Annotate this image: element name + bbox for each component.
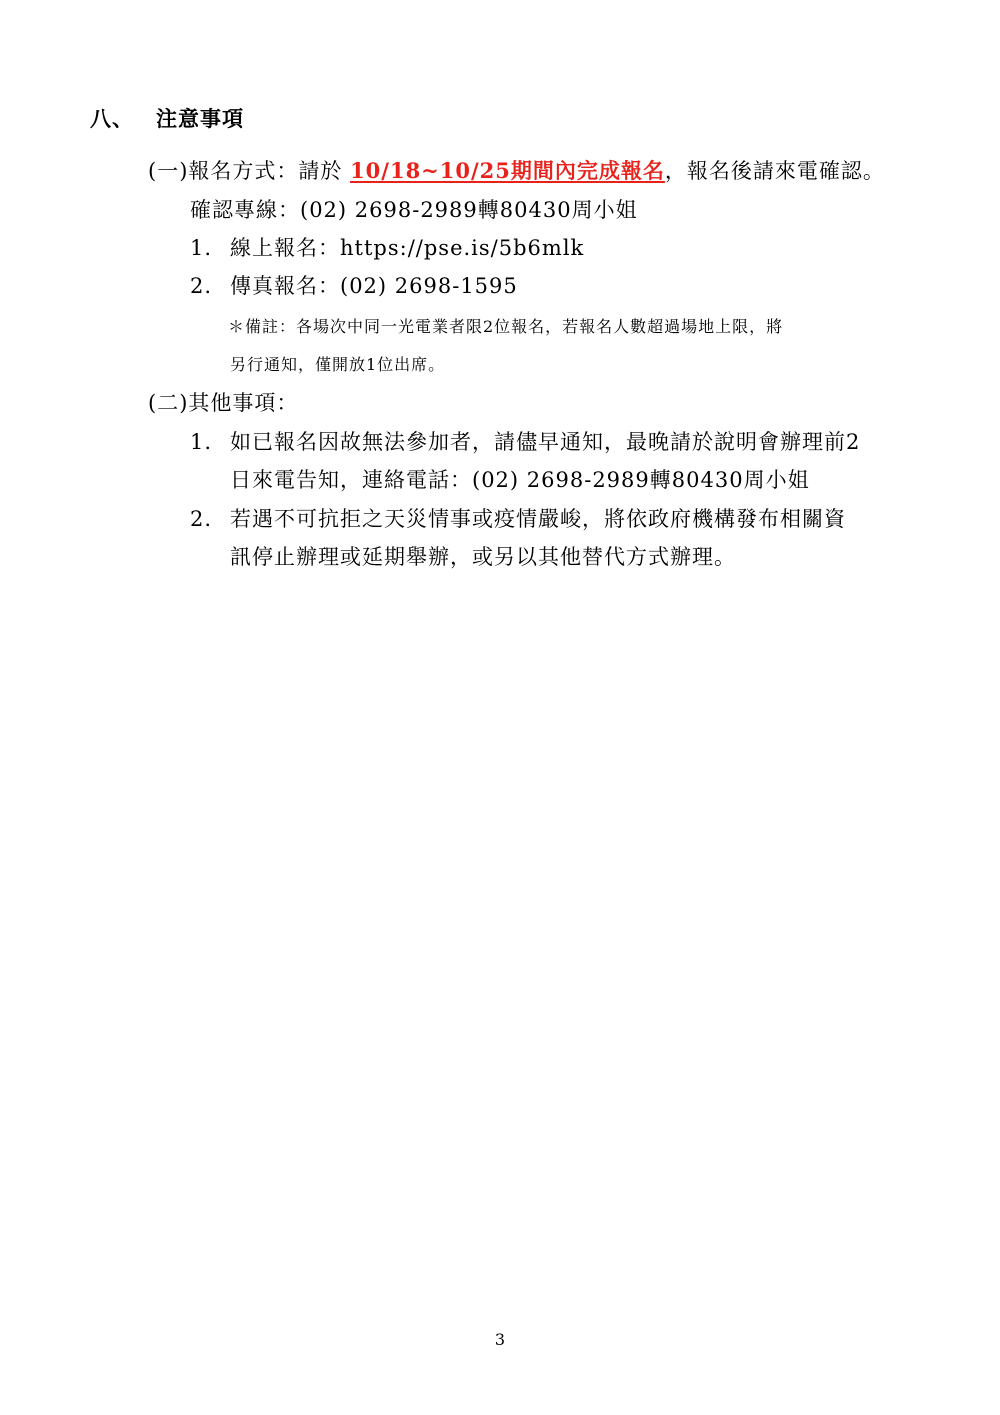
fax-registration-text: 傳真報名：(02) 2698-1595 — [230, 274, 518, 298]
other-item-2-line-2: 訊停止辦理或延期舉辦，或另以其他替代方式辦理。 — [230, 545, 736, 569]
section-heading-number: 八、 — [90, 106, 134, 131]
other-matters-label: (二)其他事項： — [148, 391, 299, 415]
other-item-1-text-1: 如已報名因故無法參加者，請儘早通知，最晚請於說明會辦理前2 — [230, 430, 861, 454]
registration-method-label: (一)報名方式：請於 — [148, 159, 351, 183]
section-heading-title: 注意事項 — [156, 106, 244, 131]
other-item-2-line-1 — [190, 504, 846, 534]
item-number: 2. — [190, 507, 213, 531]
note-line-1: ＊備註：各場次中同一光電業者限2位報名，若報名人數超過場地上限，將 — [228, 317, 784, 336]
section-heading — [90, 104, 244, 134]
other-item-1-line-2: 日來電告知，連絡電話：(02) 2698-2989轉80430周小姐 — [230, 468, 810, 492]
page-number: 3 — [494, 1330, 506, 1349]
other-item-1-line-1 — [190, 427, 860, 457]
registration-method-after: ，報名後請來電確認。 — [664, 159, 885, 183]
other-item-2-text-1: 若遇不可抗拒之天災情事或疫情嚴峻，將依政府機構發布相關資 — [230, 507, 846, 531]
confirmation-hotline: 確認專線：(02) 2698-2989轉80430周小姐 — [190, 198, 638, 222]
item-number: 1. — [190, 236, 213, 260]
fax-registration-item — [190, 271, 518, 301]
item-number: 1. — [190, 430, 213, 454]
item-number: 2. — [190, 274, 213, 298]
registration-method-line — [148, 156, 885, 186]
note-line-2: 另行通知，僅開放1位出席。 — [230, 355, 446, 374]
registration-period-highlight: 10/18~10/25期間內完成報名 — [350, 158, 665, 183]
online-registration-item — [190, 233, 584, 263]
online-registration-text: 線上報名：https://pse.is/5b6mlk — [230, 236, 585, 260]
